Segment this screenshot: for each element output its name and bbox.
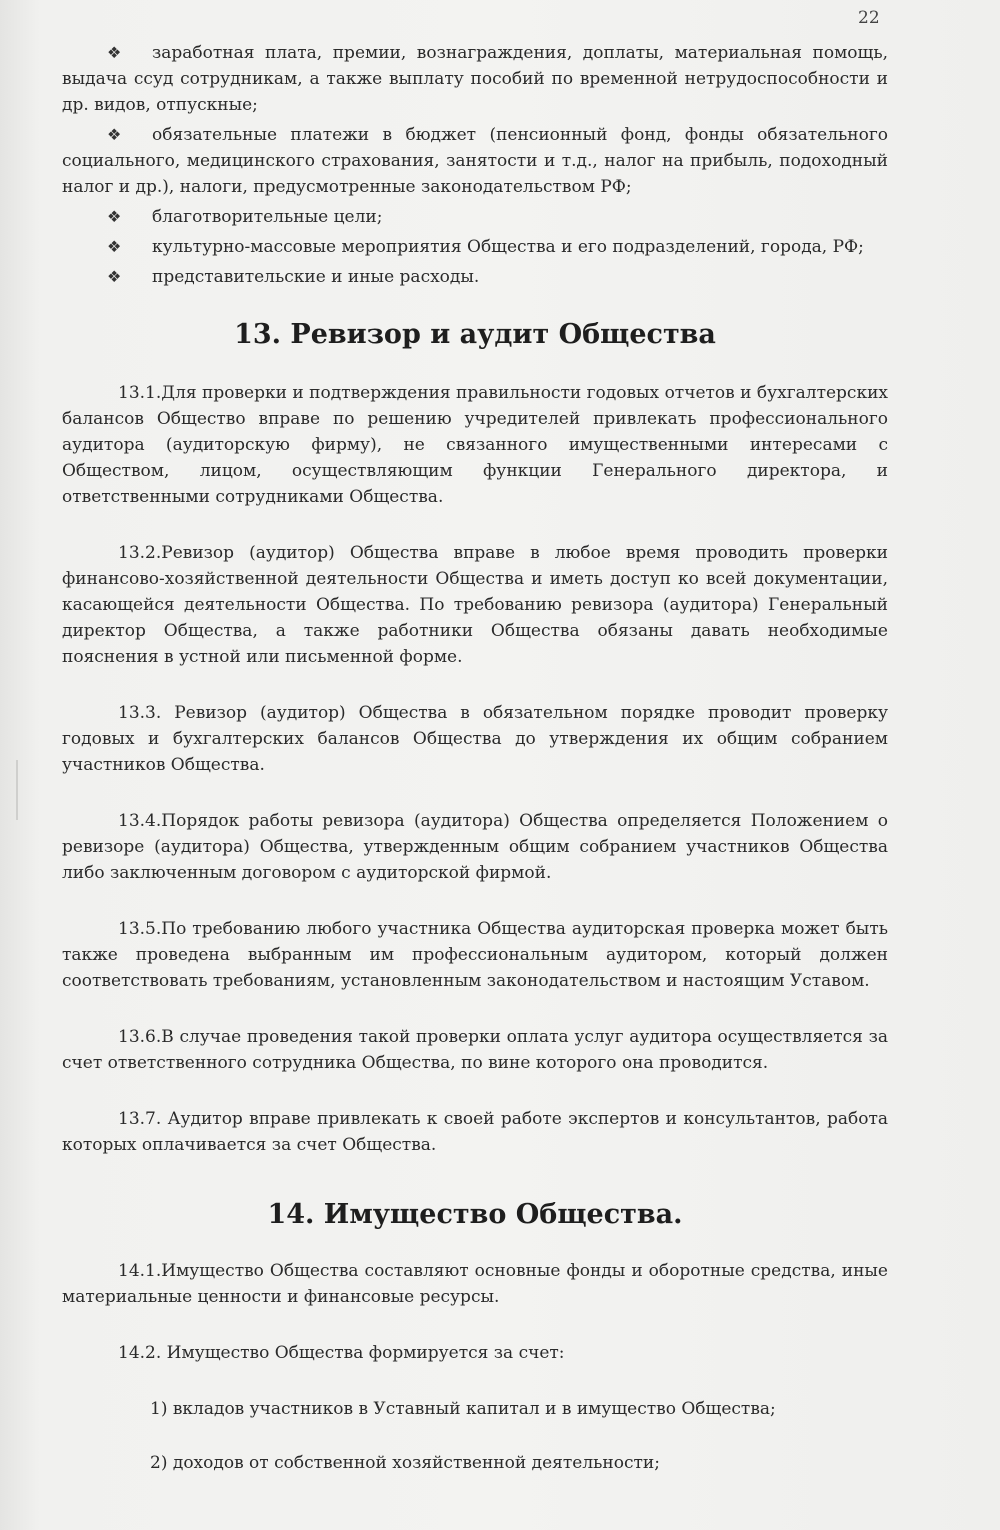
list-item-text: заработная плата, премии, вознаграждения, доплаты, материальная помощь, выдача ссуд сотрудникам, а также выплату пособий по временной нетрудоспособности и др. видов, отпускные;	[62, 43, 888, 115]
list-item-14-2-2: 2) доходов от собственной хозяйственной деятельности;	[150, 1453, 660, 1473]
clause-13-3: 13.3. Ревизор (аудитор) Общества в обязательном порядке проводит проверку годовых и бухгалтерских балансов Общества до утверждения их общим собранием участников Общества.	[62, 703, 888, 775]
list-item	[62, 264, 888, 290]
diamond-bullet-icon: ❖	[107, 237, 122, 256]
list-item	[62, 122, 888, 200]
diamond-bullet-icon: ❖	[107, 267, 122, 286]
diamond-bullet-icon: ❖	[107, 207, 122, 226]
list-item-text: культурно-массовые мероприятия Общества и его подразделений, города, РФ;	[152, 237, 864, 257]
page-content	[62, 40, 888, 1504]
list-item	[62, 40, 888, 118]
page-number: 22	[858, 8, 880, 28]
section-14-heading: 14. Имущество Общества.	[267, 1199, 683, 1230]
clause-14-1: 14.1.Имущество Общества составляют основные фонды и оборотные средства, иные материальные ценности и финансовые ресурсы.	[62, 1261, 888, 1307]
list-item-text: благотворительные цели;	[152, 207, 383, 227]
list-item-14-2-1: 1) вкладов участников в Уставный капитал и в имущество Общества;	[150, 1399, 776, 1419]
list-item	[62, 234, 888, 260]
diamond-bullet-icon: ❖	[107, 125, 122, 144]
expense-list	[62, 40, 888, 290]
clause-13-1: 13.1.Для проверки и подтверждения правильности годовых отчетов и бухгалтерских балансов Общество вправе по решению учредителей привлекать профессионального аудитора (аудиторскую фирму), не связанного имущественными интересами с Обществом, лицом, осуществляющим функции Генерального директора, и ответственными сотрудниками Общества.	[62, 383, 888, 507]
clause-13-4: 13.4.Порядок работы ревизора (аудитора) Общества определяется Положением о ревизоре (аудитора) Общества, утвержденным общим собранием участников Общества либо заключенным договором с аудиторской фирмой.	[62, 811, 888, 883]
clause-13-2: 13.2.Ревизор (аудитор) Общества вправе в любое время проводить проверки финансово-хозяйственной деятельности Общества и иметь доступ ко всей документации, касающейся деятельности Общества. По требованию ревизора (аудитора) Генеральный директор Общества, а также работники Общества обязаны давать необходимые пояснения в устной или письменной форме.	[62, 543, 888, 667]
clause-13-7: 13.7. Аудитор вправе привлекать к своей работе экспертов и консультантов, работа которых оплачивается за счет Общества.	[62, 1109, 888, 1155]
diamond-bullet-icon: ❖	[107, 43, 122, 62]
list-item-text: обязательные платежи в бюджет (пенсионный фонд, фонды обязательного социального, медицинского страхования, занятости и т.д., налог на прибыль, подоходный налог и др.), налоги, предусмотренные законодательством РФ;	[62, 125, 888, 197]
list-item-text: представительские и иные расходы.	[152, 267, 480, 287]
clause-13-6: 13.6.В случае проведения такой проверки оплата услуг аудитора осуществляется за счет ответственного сотрудника Общества, по вине которого она проводится.	[62, 1027, 888, 1073]
clause-14-2: 14.2. Имущество Общества формируется за счет:	[118, 1343, 565, 1363]
list-item	[62, 204, 888, 230]
clause-13-5: 13.5.По требованию любого участника Общества аудиторская проверка может быть также проведена выбранным им профессиональным аудитором, который должен соответствовать требованиям, установленным законодательством и настоящим Уставом.	[62, 919, 888, 991]
scan-edge-mark	[16, 760, 18, 820]
section-13-heading: 13. Ревизор и аудит Общества	[234, 319, 716, 350]
